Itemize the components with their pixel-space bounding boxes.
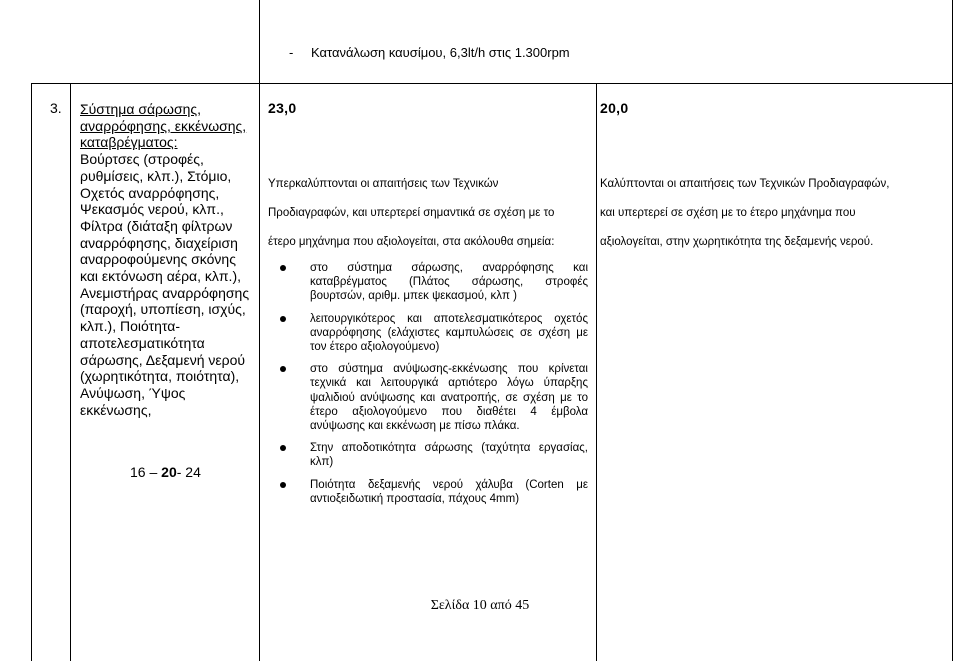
offer-b-score: 20,0 [600,100,629,116]
offer-b-text [600,170,950,257]
criterion-cell [80,101,256,418]
table-border-left-top [259,0,260,83]
criterion-description: Βούρτσες (στροφές, ρυθμίσεις, κλπ.), Στόμιο, Οχετός αναρρόφησης, Ψεκασμός νερού, κλπ., Φίλτρα (διάταξη φίλτρων αναρρόφησης, διαχείριση αναρροφούμενης σκόνης και εκτόνωση αέρα, κλπ.), Ανεμιστήρας αναρρόφησης (παροχή, υποπίεση, ισχύς, κλπ.), Ποιότητα-αποτελεσματικότητα σάρωσης, Δεξαμενή νερού (χωρητικότητα, ποιότητα), Ανύψωση, Ύψος εκκένωσης, [80,151,250,418]
criterion-title: Σύστημα σάρωσης, αναρρόφησης, εκκένωσης, καταβρέγματος: [80,101,247,151]
table-border-right [952,83,953,661]
table-border-right-top [952,0,953,83]
range-min: 16 [130,464,146,480]
fuel-consumption-item [289,45,570,60]
advantage-item: στο σύστημα ανύψωσης-εκκένωσης που κρίνεται τεχνικά και λειτουργικά αρτιότερο λόγω ύπαρξης ψαλιδιού ανύψωσης και ανατροπής, σε σχέση με το έτερο αξιολογούμενο που διαθέτει 4 έμβολα ανύψωσης και εκκένωση με πίσω πλάκα. [280,362,588,433]
advantage-item: στο σύστημα σάρωσης, αναρρόφησης και καταβρέγματος (Πλάτος σάρωσης, στροφές βουρτσών, αριθμ. μπεκ ψεκασμού, κλπ ) [280,261,588,304]
score-range: 16 – 20- 24 [130,464,201,480]
range-max: 24 [185,464,201,480]
table-border-left [31,83,32,661]
offer-b-line: Καλύπτονται οι απαιτήσεις των Τεχνικών Προδιαγραφών, [600,178,890,190]
criterion-number: 3. [50,100,62,116]
offer-b-line: αξιολογείται, στην χωρητικότητα της δεξαμενής νερού. [600,236,874,248]
advantage-item: Ποιότητα δεξαμενής νερού χάλυβα (Corten με αντιοξειδωτική προστασία, πάχους 4mm) [280,478,588,506]
fuel-consumption-text: Κατανάλωση καυσίμου, 6,3lt/h στις 1.300rpm [311,45,570,60]
offer-a-intro-line: έτερο μηχάνημα που αξιολογείται, στα ακόλουθα σημεία: [268,236,555,248]
page-number: Σελίδα 10 από 45 [430,598,530,613]
advantage-item: λειτουργικότερος και αποτελεσματικότερος οχετός αναρρόφησης (ελάχιστες καμπυλώσεις σε σχέση με τον έτερο αξιολογούμενο) [280,312,588,355]
offer-a-advantages-list [280,261,588,514]
advantage-item: Στην αποδοτικότητα σάρωσης (ταχύτητα εργασίας, κλπ) [280,441,588,469]
row-divider [31,83,953,84]
offer-a-intro [268,170,598,257]
offer-a-intro-line: Υπερκαλύπτονται οι απαιτήσεις των Τεχνικών [268,178,499,190]
offer-a-intro-line: Προδιαγραφών, και υπερτερεί σημαντικά σε σχέση με το [268,207,555,219]
offer-a-score: 23,0 [268,100,297,116]
dash-bullet: - [289,45,294,60]
offer-b-line: και υπερτερεί σε σχέση με το έτερο μηχάνημα που [600,207,856,219]
column-divider-1 [70,83,71,661]
range-mid: 20 [161,464,177,480]
column-divider-2 [259,83,260,661]
